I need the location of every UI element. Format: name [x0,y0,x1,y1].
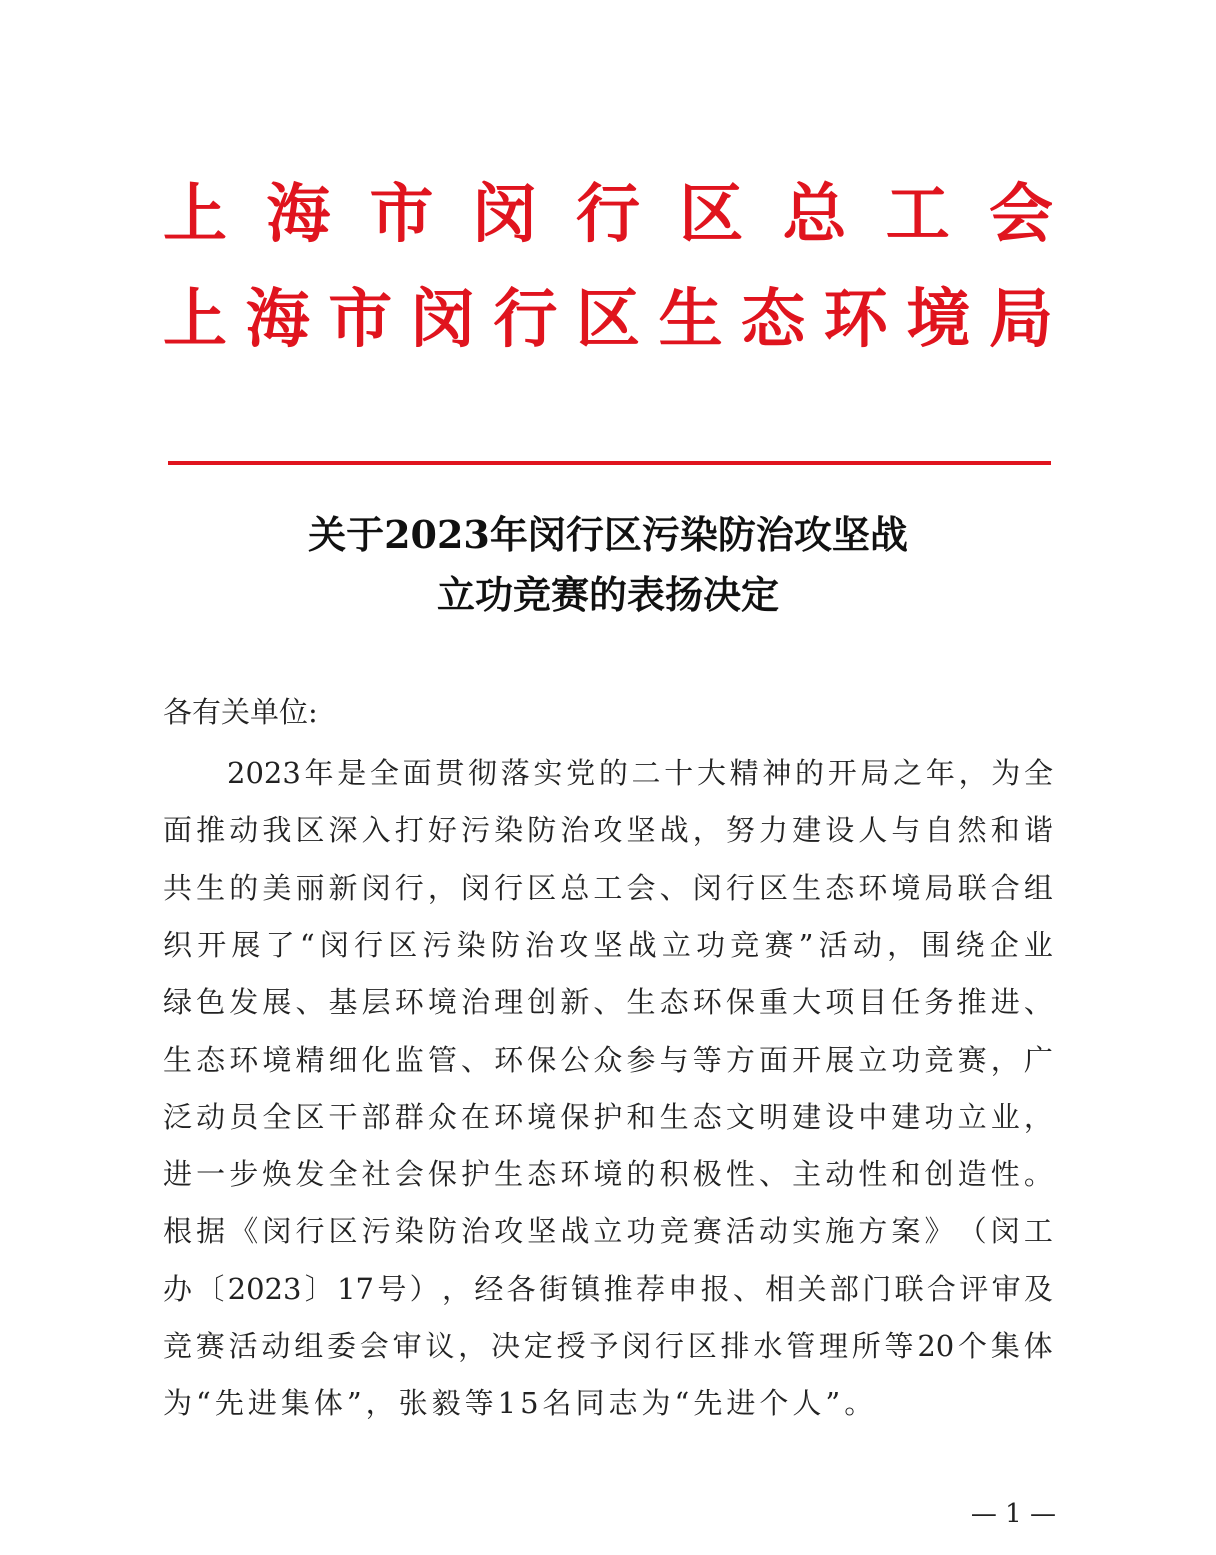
letterhead-char: 上 [163,177,227,252]
body-line: 进 一 步 焕 发 全 社 会 保 护 生 态 环 境 的 积 极 性 、 主 动 性 和 创 造 性 。 [163,1157,1053,1191]
letterhead-char: 局 [988,282,1053,357]
red-divider-line [168,461,1051,465]
document-title-line-1: 关于2023年闵行区污染防治攻坚战 [308,512,908,557]
letterhead-char: 闵 [472,177,537,252]
letterhead-char: 境 [906,282,971,357]
body-line: 竞 赛 活 动 组 委 会 审 议 ， 决 定 授 予 闵 行 区 排 水 管 理 所 等 20 个 集 体 [163,1329,1053,1363]
letterhead-char: 市 [328,282,393,357]
letterhead-char: 生 [658,282,723,357]
body-line: 为“先进集体”，张毅等15名同志为“先进个人”。 [163,1386,878,1420]
letterhead-char: 区 [679,177,744,252]
letterhead-char: 海 [266,177,331,252]
body-line: 生 态 环 境 精 细 化 监 管 、 环 保 公 众 参 与 等 方 面 开 展 立 功 竞 赛 ， 广 [163,1043,1053,1077]
body-line: 织 开 展 了 “ 闵 行 区 污 染 防 治 攻 坚 战 立 功 竞 赛 ” 活 动 ， 围 绕 企 业 [163,928,1053,962]
letterhead-char: 工 [885,177,950,252]
body-line: 共 生 的 美 丽 新 闵 行 ， 闵 行 区 总 工 会 、 闵 行 区 生 态 环 境 局 联 合 组 [163,871,1053,905]
letterhead-char: 上 [163,282,227,357]
letterhead-char: 态 [741,282,806,357]
body-line: 2023 年 是 全 面 贯 彻 落 实 党 的 二 十 大 精 神 的 开 局 之 年 ， 为 全 [227,756,1053,790]
salutation: 各有关单位: [163,695,318,729]
page-number: — 1 — [970,1499,1056,1529]
document-title-line-2: 立功竞赛的表扬决定 [436,572,779,617]
body-line: 办 〔 2023 〕 17 号 ） ， 经 各 街 镇 推 荐 申 报 、 相 关 部 门 联 合 评 审 及 [163,1272,1053,1306]
letterhead-char: 闵 [410,282,475,357]
body-line: 根 据 《 闵 行 区 污 染 防 治 攻 坚 战 立 功 竞 赛 活 动 实 施 方 案 》 （ 闵 工 [163,1214,1053,1248]
letterhead-char: 行 [493,282,558,357]
letterhead-char: 环 [823,282,888,357]
body-line: 泛 动 员 全 区 干 部 群 众 在 环 境 保 护 和 生 态 文 明 建 设 中 建 功 立 业 ， [163,1100,1053,1134]
letterhead-org-ecology-bureau [163,280,1053,360]
letterhead-char: 海 [245,282,310,357]
letterhead-char: 区 [575,282,640,357]
letterhead-char: 市 [369,177,434,252]
body-line: 面 推 动 我 区 深 入 打 好 污 染 防 治 攻 坚 战 ， 努 力 建 设 人 与 自 然 和 谐 [163,813,1053,847]
letterhead-char: 行 [576,177,640,252]
letterhead-char: 会 [989,177,1053,252]
letterhead-char: 总 [782,177,847,252]
body-line: 绿 色 发 展 、 基 层 环 境 治 理 创 新 、 生 态 环 保 重 大 项 目 任 务 推 进 、 [163,985,1053,1019]
letterhead-org-union [163,175,1053,255]
